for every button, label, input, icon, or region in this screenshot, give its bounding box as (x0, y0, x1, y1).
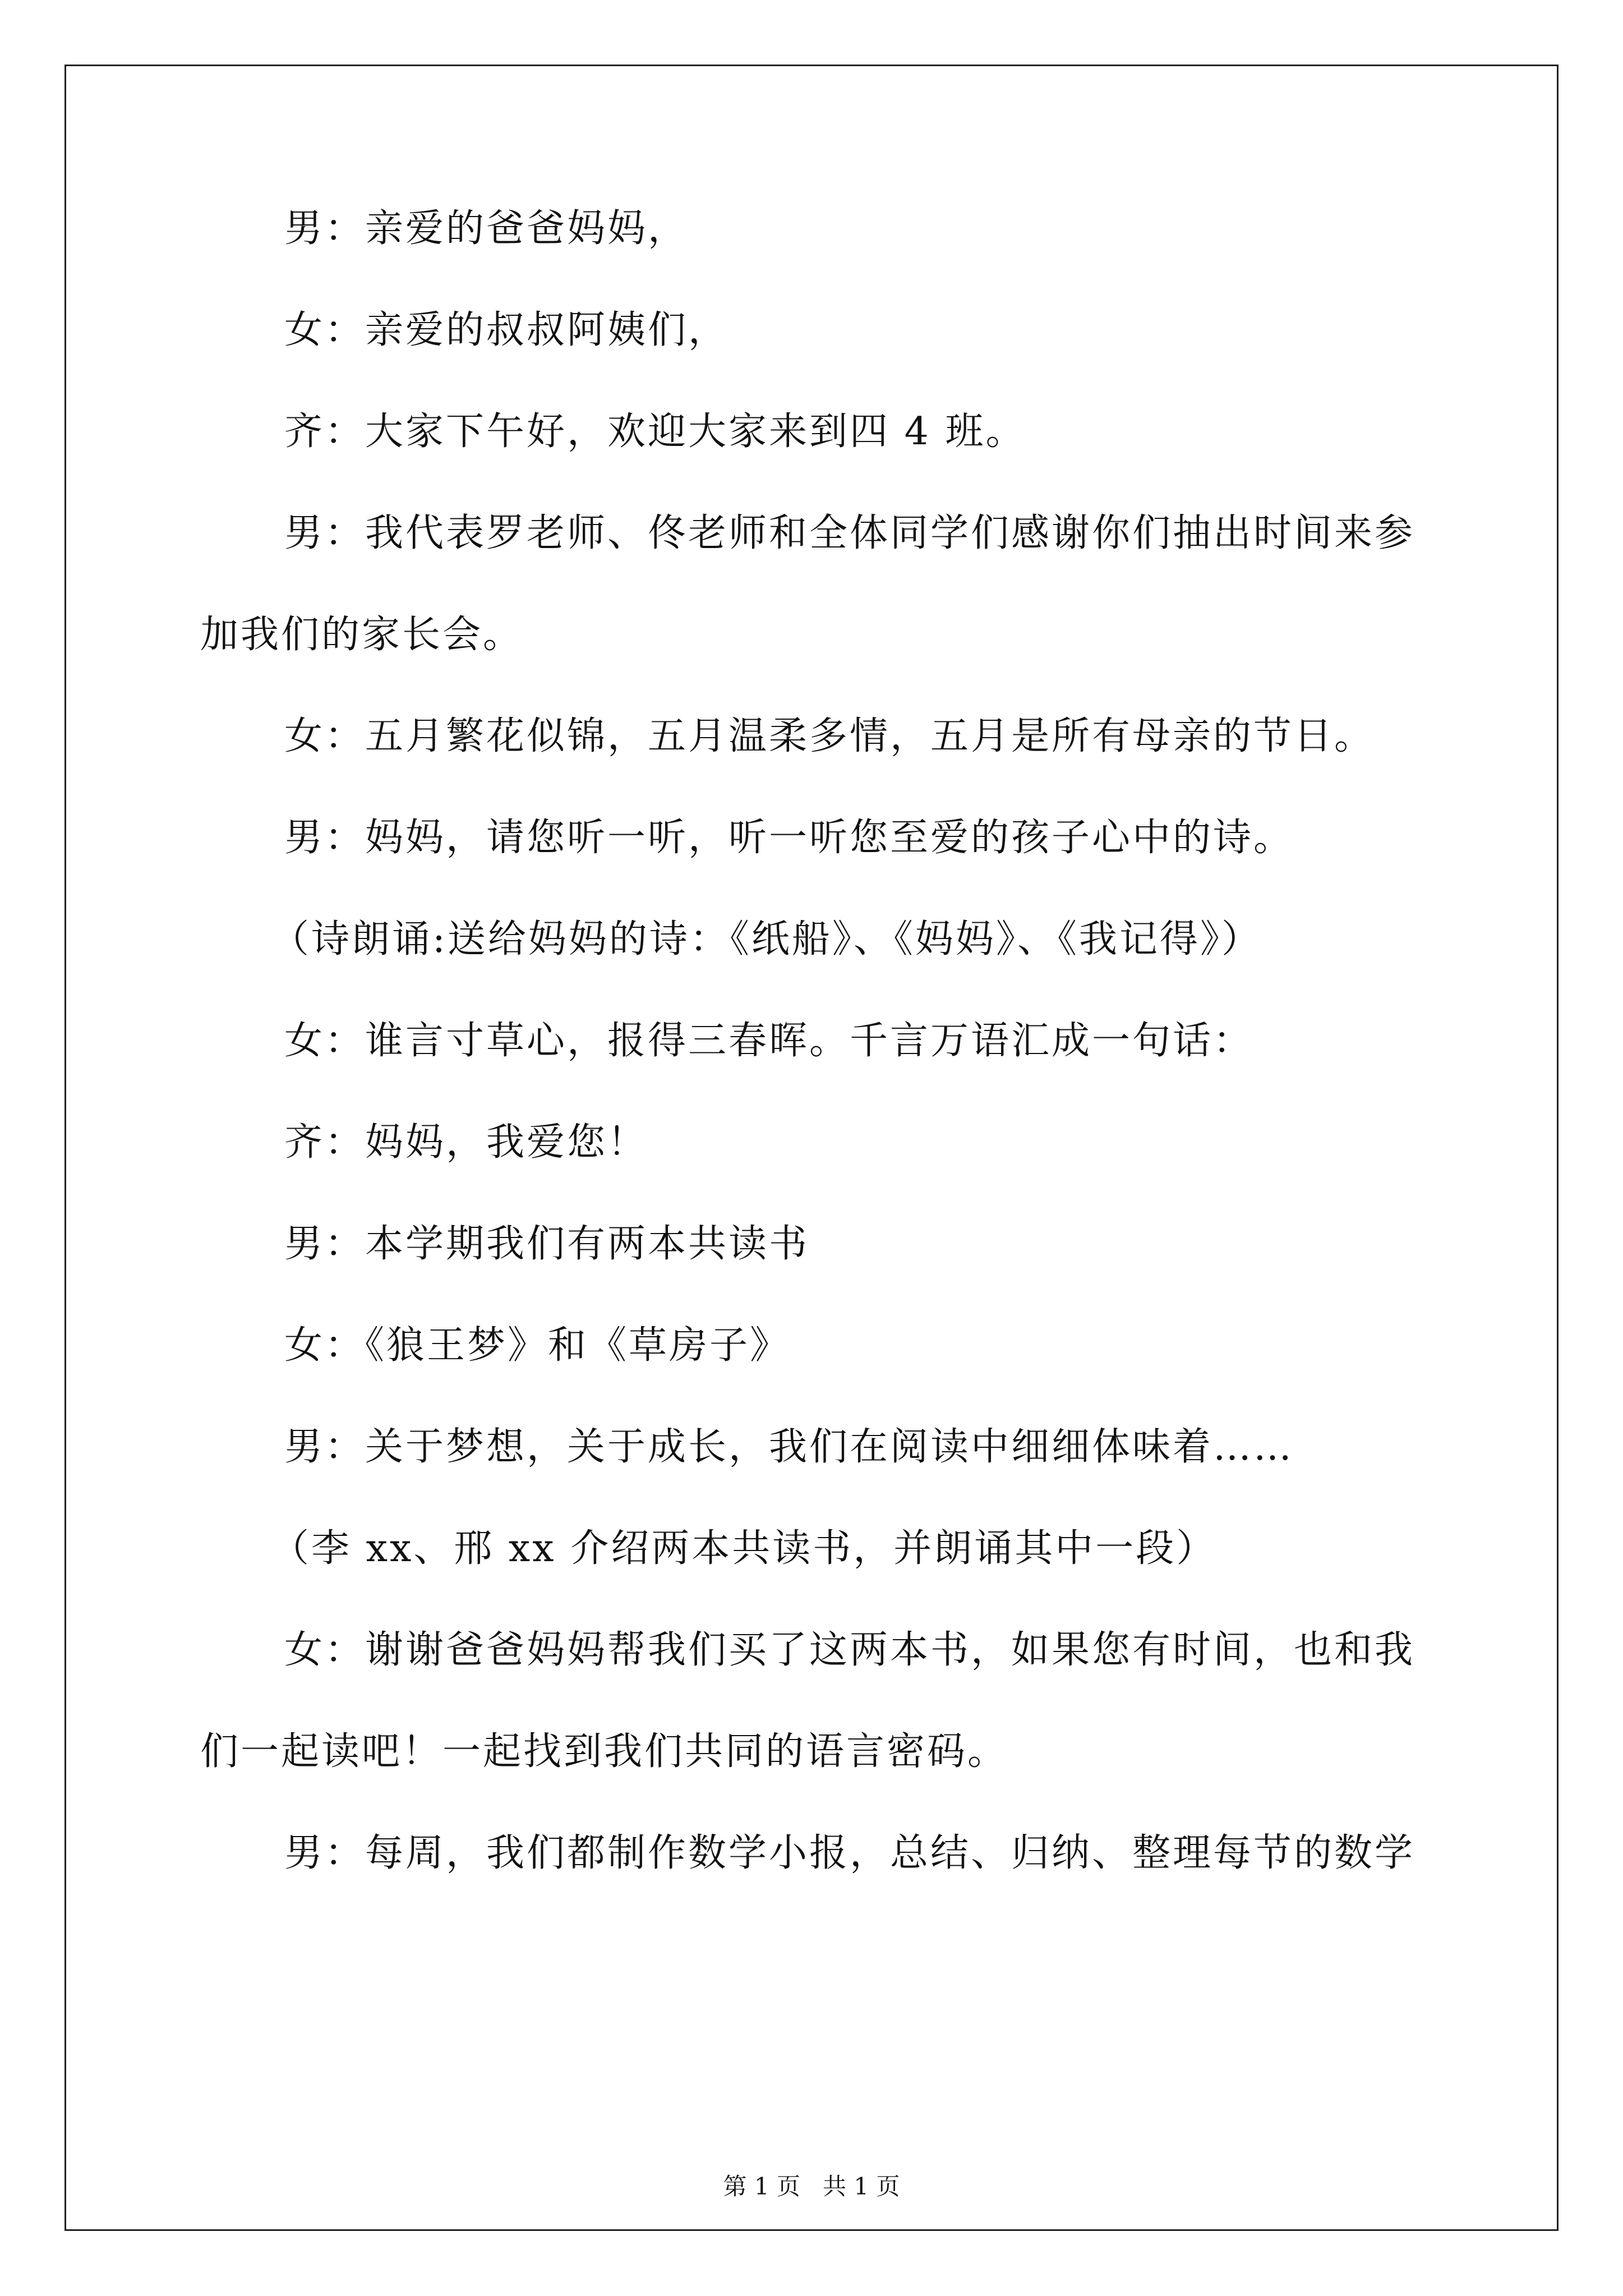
text-line: 女：《狼王梦》和《草房子》 (284, 1323, 791, 1368)
text-line: 男：妈妈，请您听一听，听一听您至爱的孩子心中的诗。 (284, 816, 1294, 860)
text-line: 女：谁言寸草心，报得三春晖。千言万语汇成一句话： (284, 1019, 1254, 1063)
text-line: 男：本学期我们有两本共读书 (284, 1222, 810, 1266)
text-line: 女：谢谢爸爸妈妈帮我们买了这两本书，如果您有时间，也和我 (284, 1628, 1415, 1672)
text-line: 男：我代表罗老师、佟老师和全体同学们感谢你们抽出时间来参 (284, 511, 1415, 555)
text-line: 男：关于梦想，关于成长，我们在阅读中细细体味着…… (284, 1425, 1294, 1469)
text-line: 女：亲爱的叔叔阿姨们， (284, 308, 729, 352)
text-line: 男：亲爱的爸爸妈妈， (284, 206, 689, 251)
text-line: 女：五月繁花似锦，五月温柔多情，五月是所有母亲的节日。 (284, 714, 1375, 758)
text-line: 加我们的家长会。 (200, 613, 524, 657)
text-line: 齐：大家下午好，欢迎大家来到四 4 班。 (284, 409, 1026, 454)
text-line: 男：每周，我们都制作数学小报，总结、归纳、整理每节的数学 (284, 1831, 1415, 1875)
text-line: （诗朗诵:送给妈妈的诗：《纸船》、《妈妈》、《我记得》） (271, 917, 1262, 961)
text-line: （李 xx、邢 xx 介绍两本共读书，并朗诵其中一段） (271, 1526, 1217, 1571)
text-line: 齐：妈妈，我爱您！ (284, 1120, 648, 1165)
page-footer: 第 1 页 共 1 页 (723, 2173, 900, 2200)
text-line: 们一起读吧！一起找到我们共同的语言密码。 (200, 1729, 1008, 1774)
